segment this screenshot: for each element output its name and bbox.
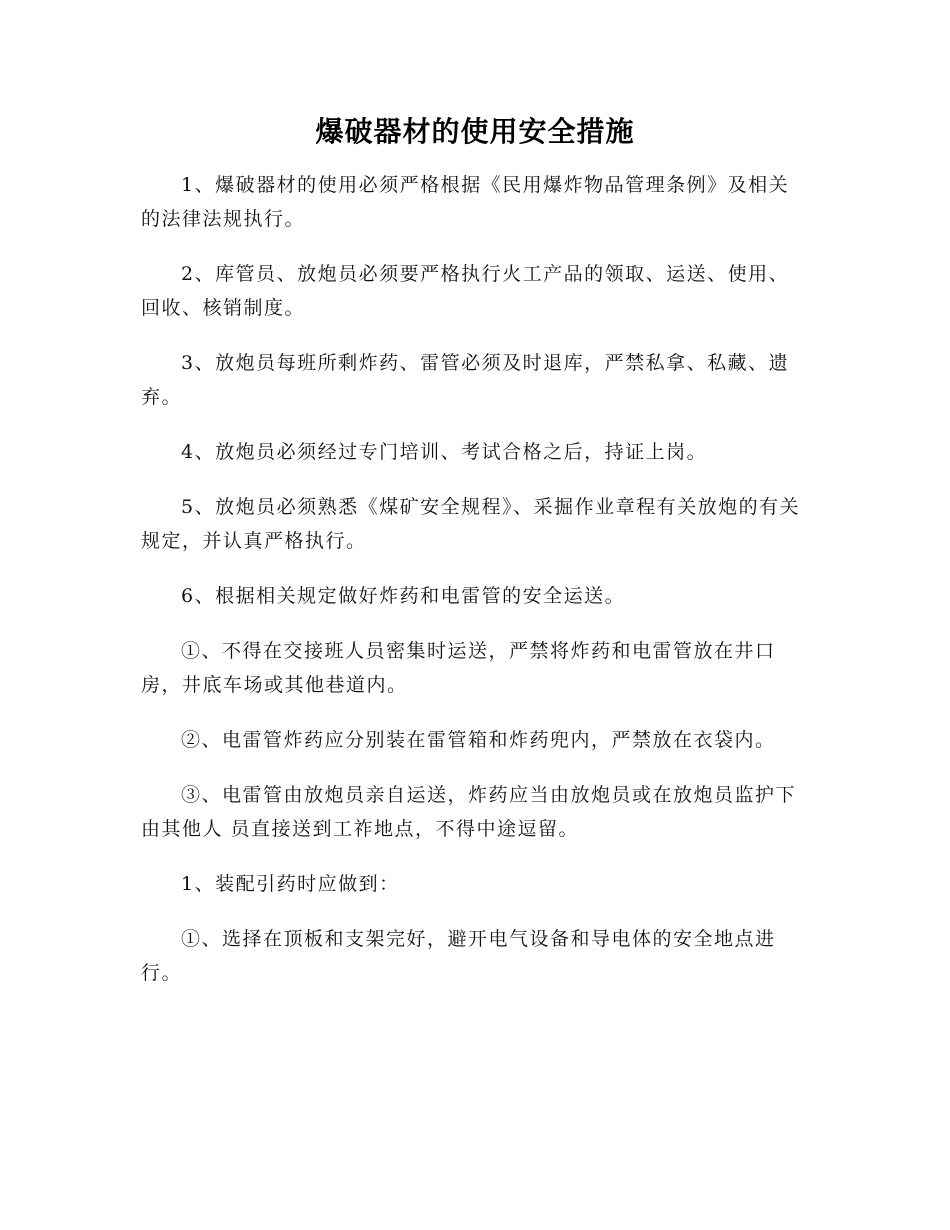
paragraph: 6、根据相关规定做好炸药和电雷管的安全运送。 [181,585,626,607]
paragraph: 4、放炮员必须经过专门培训、考试合格之后，持证上岗。 [181,441,708,463]
document-title: 爆破器材的使用安全措施 [315,115,635,148]
paragraph: 1、爆破器材的使用必须严格根据《民用爆炸物品管理条例》及相关的法律法规执行。 [141,174,790,230]
paragraph: 5、放炮员必须熟悉《煤矿安全规程》、采掘作业章程有关放炮的有关规定，并认真严格执行。 [141,496,801,552]
paragraph: ③、电雷管由放炮员亲自运送，炸药应当由放炮员或在放炮员监护下由其他人 员直接送到工祚地点，不得中途逗留。 [141,784,797,840]
paragraph: 1、装配引药时应做到： [181,873,400,895]
paragraph: ①、选择在顶板和支架完好，避开电气设备和导电体的安全地点进行。 [141,928,776,984]
paragraph: ①、不得在交接班人员密集时运送，严禁将炸药和电雷管放在井口房，井底车场或其他巷道内。 [141,640,776,696]
document-body [141,168,809,1011]
paragraph: 3、放炮员每班所剩炸药、雷管必须及时退库，严禁私拿、私藏、遗弃。 [141,352,790,408]
paragraph: ②、电雷管炸药应分别装在雷管箱和炸药兜内，严禁放在衣袋内。 [181,729,776,751]
paragraph: 2、库管员、放炮员必须要严格执行火工产品的领取、运送、使用、回收、核销制度。 [141,263,790,319]
